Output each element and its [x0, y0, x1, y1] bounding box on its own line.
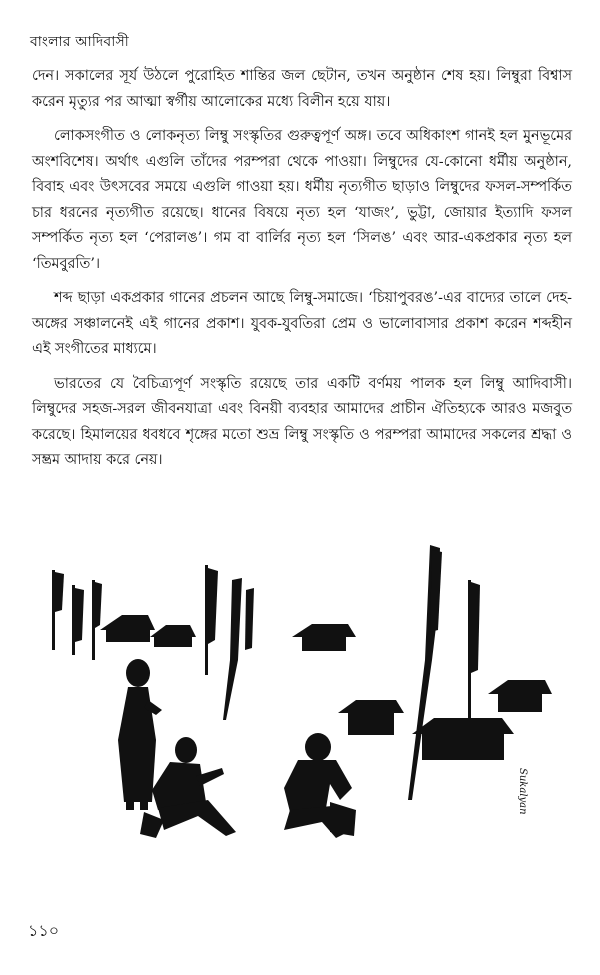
running-header: বাংলার আদিবাসী: [30, 34, 129, 50]
paragraph-1: দেন। সকালের সূর্য উঠলে পুরোহিত শান্তির জল ছেটান, তখন অনুষ্ঠান শেষ হয়। লিম্বুরা বিশ্বাস করেন মৃত্যুর পর আত্মা স্বর্গীয় আলোকের মধ্যে বিলীন হয়ে যায়।: [32, 68, 572, 110]
prayer-flag-center-left: [205, 565, 254, 720]
house-4: [338, 700, 404, 735]
house-5: [412, 718, 514, 760]
page-number: ১১০: [28, 921, 60, 940]
house-6: [488, 680, 552, 712]
prayer-flag-right: [408, 545, 480, 800]
village-illustration: [40, 540, 580, 870]
artist-signature: Sukalyan: [517, 768, 528, 815]
house-3: [292, 624, 356, 651]
prayer-flag-left: [52, 570, 102, 660]
paragraph-4: ভারতের যে বৈচিত্র্যপূর্ণ সংস্কৃতি রয়েছে তার একটি বর্ণময় পালক হল লিম্বু আদিবাসী। লিম্বুদের সহজ-সরল জীবনযাত্রা এবং বিনয়ী ব্যবহার আমাদের প্রাচীন ঐতিহ্যকে আরও মজবুত করেছে। হিমালয়ের ধবধবে শৃঙ্গের মতো শুভ্র লিম্বু সংস্কৃতি ও পরম্পরা আমাদের সকলের শ্রদ্ধা ও সম্ভ্রম আদায় করে নেয়।: [32, 375, 572, 468]
seated-figure-right: [284, 733, 356, 838]
body-text: [32, 64, 572, 483]
paragraph-2: লোকসংগীত ও লোকনৃত্য লিম্বু সংস্কৃতির গুরুত্বপূর্ণ অঙ্গ। তবে অধিকাংশ গানই হল মুনভূমের অংশবিশেষ। অর্থাৎ এগুলি তাঁদের পরম্পরা থেকে পাওয়া। লিম্বুদের যে-কোনো ধর্মীয় অনুষ্ঠান, বিবাহ এবং উৎসবের সময়ে এগুলি গাওয়া হয়। ধর্মীয় নৃত্যগীত ছাড়াও লিম্বুদের ফসল-সম্পর্কিত চার ধরনের নৃত্যগীত রয়েছে। ধানের বিষয়ে নৃত্য হল ‘যাজং’, ভুট্টা, জোয়ার ইত্যাদি ফসল সম্পর্কিত নৃত্য হল ‘পেরালঙ’। গম বা বার্লির নৃত্য হল ‘সিলঙ’ এবং আর-একপ্রকার নৃত্য হল ‘তিমবুরতি’।: [32, 128, 572, 272]
paragraph-3: শব্দ ছাড়া একপ্রকার গানের প্রচলন আছে লিম্বু-সমাজে। ‘চিয়াপুবরঙ’-এর বাদ্যের তালে দেহ-অঙ্গের সঞ্চালনেই এই গানের প্রকাশ। যুবক-যুবতিরা প্রেম ও ভালোবাসার প্রকাশ করেন শব্দহীন এই সংগীতের মাধ্যমে।: [32, 290, 572, 357]
house-2: [150, 625, 196, 647]
house-1: [100, 615, 155, 642]
